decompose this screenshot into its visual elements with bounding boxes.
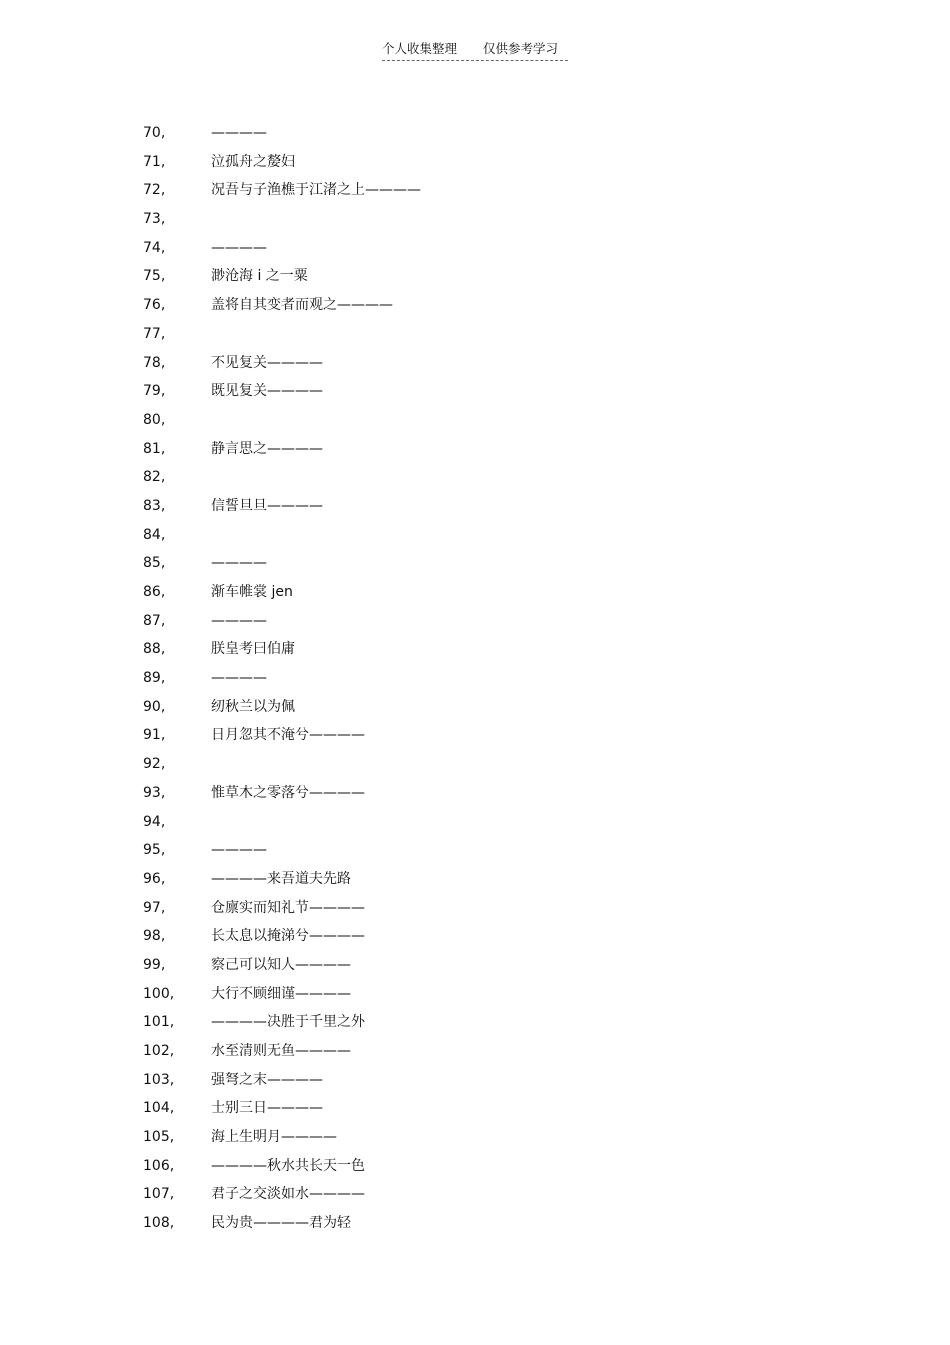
page-header	[382, 40, 568, 61]
entry-text: 察己可以知人————	[211, 956, 351, 973]
list-item	[143, 721, 783, 750]
entry-text: 士别三日————	[211, 1100, 323, 1117]
list-item	[143, 779, 783, 808]
entry-number: 107,	[143, 1186, 175, 1203]
entry-text: ————秋水共长天一色	[211, 1157, 365, 1174]
entry-number: 72,	[143, 182, 166, 199]
list-item	[143, 492, 783, 521]
list-item	[143, 377, 783, 406]
list-item	[143, 607, 783, 636]
entry-text: 渐车帷裳 jen	[211, 584, 293, 600]
entry-number: 82,	[143, 469, 166, 486]
list-item	[143, 119, 783, 148]
entry-number: 70,	[143, 125, 166, 141]
entry-number: 93,	[143, 784, 166, 801]
entry-number: 90,	[143, 698, 166, 715]
list-item	[143, 894, 783, 923]
list-item	[143, 320, 783, 349]
entry-text: ————	[211, 842, 267, 859]
list-item	[143, 262, 783, 291]
entry-number: 73,	[143, 211, 166, 228]
entry-text: 强弩之末————	[211, 1071, 323, 1088]
entry-text: ————	[211, 670, 267, 687]
entry-text: ————	[211, 125, 267, 141]
entry-number: 105,	[143, 1129, 175, 1146]
entry-number: 94,	[143, 813, 166, 830]
entry-number: 106,	[143, 1157, 175, 1174]
entry-number: 71,	[143, 153, 166, 170]
entry-text: 纫秋兰以为佩	[211, 698, 295, 715]
entry-text: 泣孤舟之嫠妇	[211, 153, 295, 170]
entry-number: 100,	[143, 985, 175, 1002]
entry-text: 静言思之————	[211, 440, 323, 457]
entry-text: 日月忽其不淹兮————	[211, 727, 365, 744]
list-item	[143, 1037, 783, 1066]
list-item	[143, 836, 783, 865]
list-item	[143, 922, 783, 951]
entry-text: 不见复关————	[211, 354, 323, 371]
list-item	[143, 176, 783, 205]
entry-text: 信誓旦旦————	[211, 497, 323, 514]
list-item	[143, 1152, 783, 1181]
entry-text: 长太息以掩涕兮————	[211, 928, 365, 945]
entry-number: 75,	[143, 268, 166, 285]
entry-number: 79,	[143, 383, 166, 400]
entry-number: 74,	[143, 239, 166, 256]
entry-text: ————来吾道夫先路	[211, 870, 351, 887]
header-right-text: 仅供参考学习	[483, 41, 559, 56]
header-left-text: 个人收集整理	[382, 41, 458, 56]
list-item	[143, 291, 783, 320]
entry-text: 水至清则无鱼————	[211, 1043, 351, 1059]
entry-number: 92,	[143, 756, 166, 773]
entry-text: 盖将自其变者而观之————	[211, 297, 393, 314]
list-item	[143, 750, 783, 779]
list-item	[143, 1008, 783, 1037]
entry-number: 97,	[143, 899, 166, 916]
entry-text: 既见复关————	[211, 383, 323, 400]
entry-number: 88,	[143, 641, 166, 658]
list-item	[143, 549, 783, 578]
list-item	[143, 980, 783, 1009]
entry-text: 仓廪实而知礼节————	[211, 899, 365, 916]
entry-number: 96,	[143, 870, 166, 887]
list-item	[143, 693, 783, 722]
entry-list	[143, 119, 783, 1238]
entry-number: 99,	[143, 956, 166, 973]
entry-number: 89,	[143, 670, 166, 687]
entry-number: 103,	[143, 1071, 175, 1088]
entry-number: 76,	[143, 297, 166, 314]
list-item	[143, 234, 783, 263]
entry-number: 84,	[143, 526, 166, 543]
entry-number: 83,	[143, 497, 166, 514]
list-item	[143, 521, 783, 550]
entry-number: 102,	[143, 1043, 175, 1059]
list-item	[143, 951, 783, 980]
entry-text: 大行不顾细谨————	[211, 985, 351, 1002]
entry-number: 91,	[143, 727, 166, 744]
entry-number: 78,	[143, 354, 166, 371]
entry-text: ————	[211, 239, 267, 256]
list-item	[143, 578, 783, 607]
entry-text: 朕皇考曰伯庸	[211, 641, 295, 658]
entry-number: 101,	[143, 1014, 175, 1031]
entry-text: ————决胜于千里之外	[211, 1014, 365, 1031]
list-item	[143, 1066, 783, 1095]
entry-text: 君子之交淡如水————	[211, 1186, 365, 1203]
list-item	[143, 1094, 783, 1123]
entry-number: 104,	[143, 1100, 175, 1117]
entry-text: 惟草木之零落兮————	[211, 784, 365, 801]
entry-number: 108,	[143, 1215, 175, 1232]
entry-number: 98,	[143, 928, 166, 945]
entry-number: 87,	[143, 612, 166, 629]
list-item	[143, 205, 783, 234]
list-item	[143, 1180, 783, 1209]
entry-number: 95,	[143, 842, 166, 859]
list-item	[143, 635, 783, 664]
entry-number: 86,	[143, 584, 166, 600]
entry-number: 85,	[143, 555, 166, 572]
entry-text: 海上生明月————	[211, 1129, 337, 1146]
list-item	[143, 808, 783, 837]
entry-number: 81,	[143, 440, 166, 457]
entry-text: 渺沧海 i 之一粟	[211, 268, 308, 285]
list-item	[143, 148, 783, 177]
list-item	[143, 664, 783, 693]
entry-text: ————	[211, 612, 267, 629]
list-item	[143, 349, 783, 378]
entry-text: ————	[211, 555, 267, 572]
list-item	[143, 1209, 783, 1238]
list-item	[143, 1123, 783, 1152]
entry-text: 民为贵————君为轻	[211, 1215, 351, 1232]
entry-text: 况吾与子渔樵于江渚之上————	[211, 182, 421, 199]
list-item	[143, 463, 783, 492]
entry-number: 77,	[143, 325, 166, 342]
list-item	[143, 865, 783, 894]
list-item	[143, 406, 783, 435]
list-item	[143, 435, 783, 464]
entry-number: 80,	[143, 411, 166, 428]
